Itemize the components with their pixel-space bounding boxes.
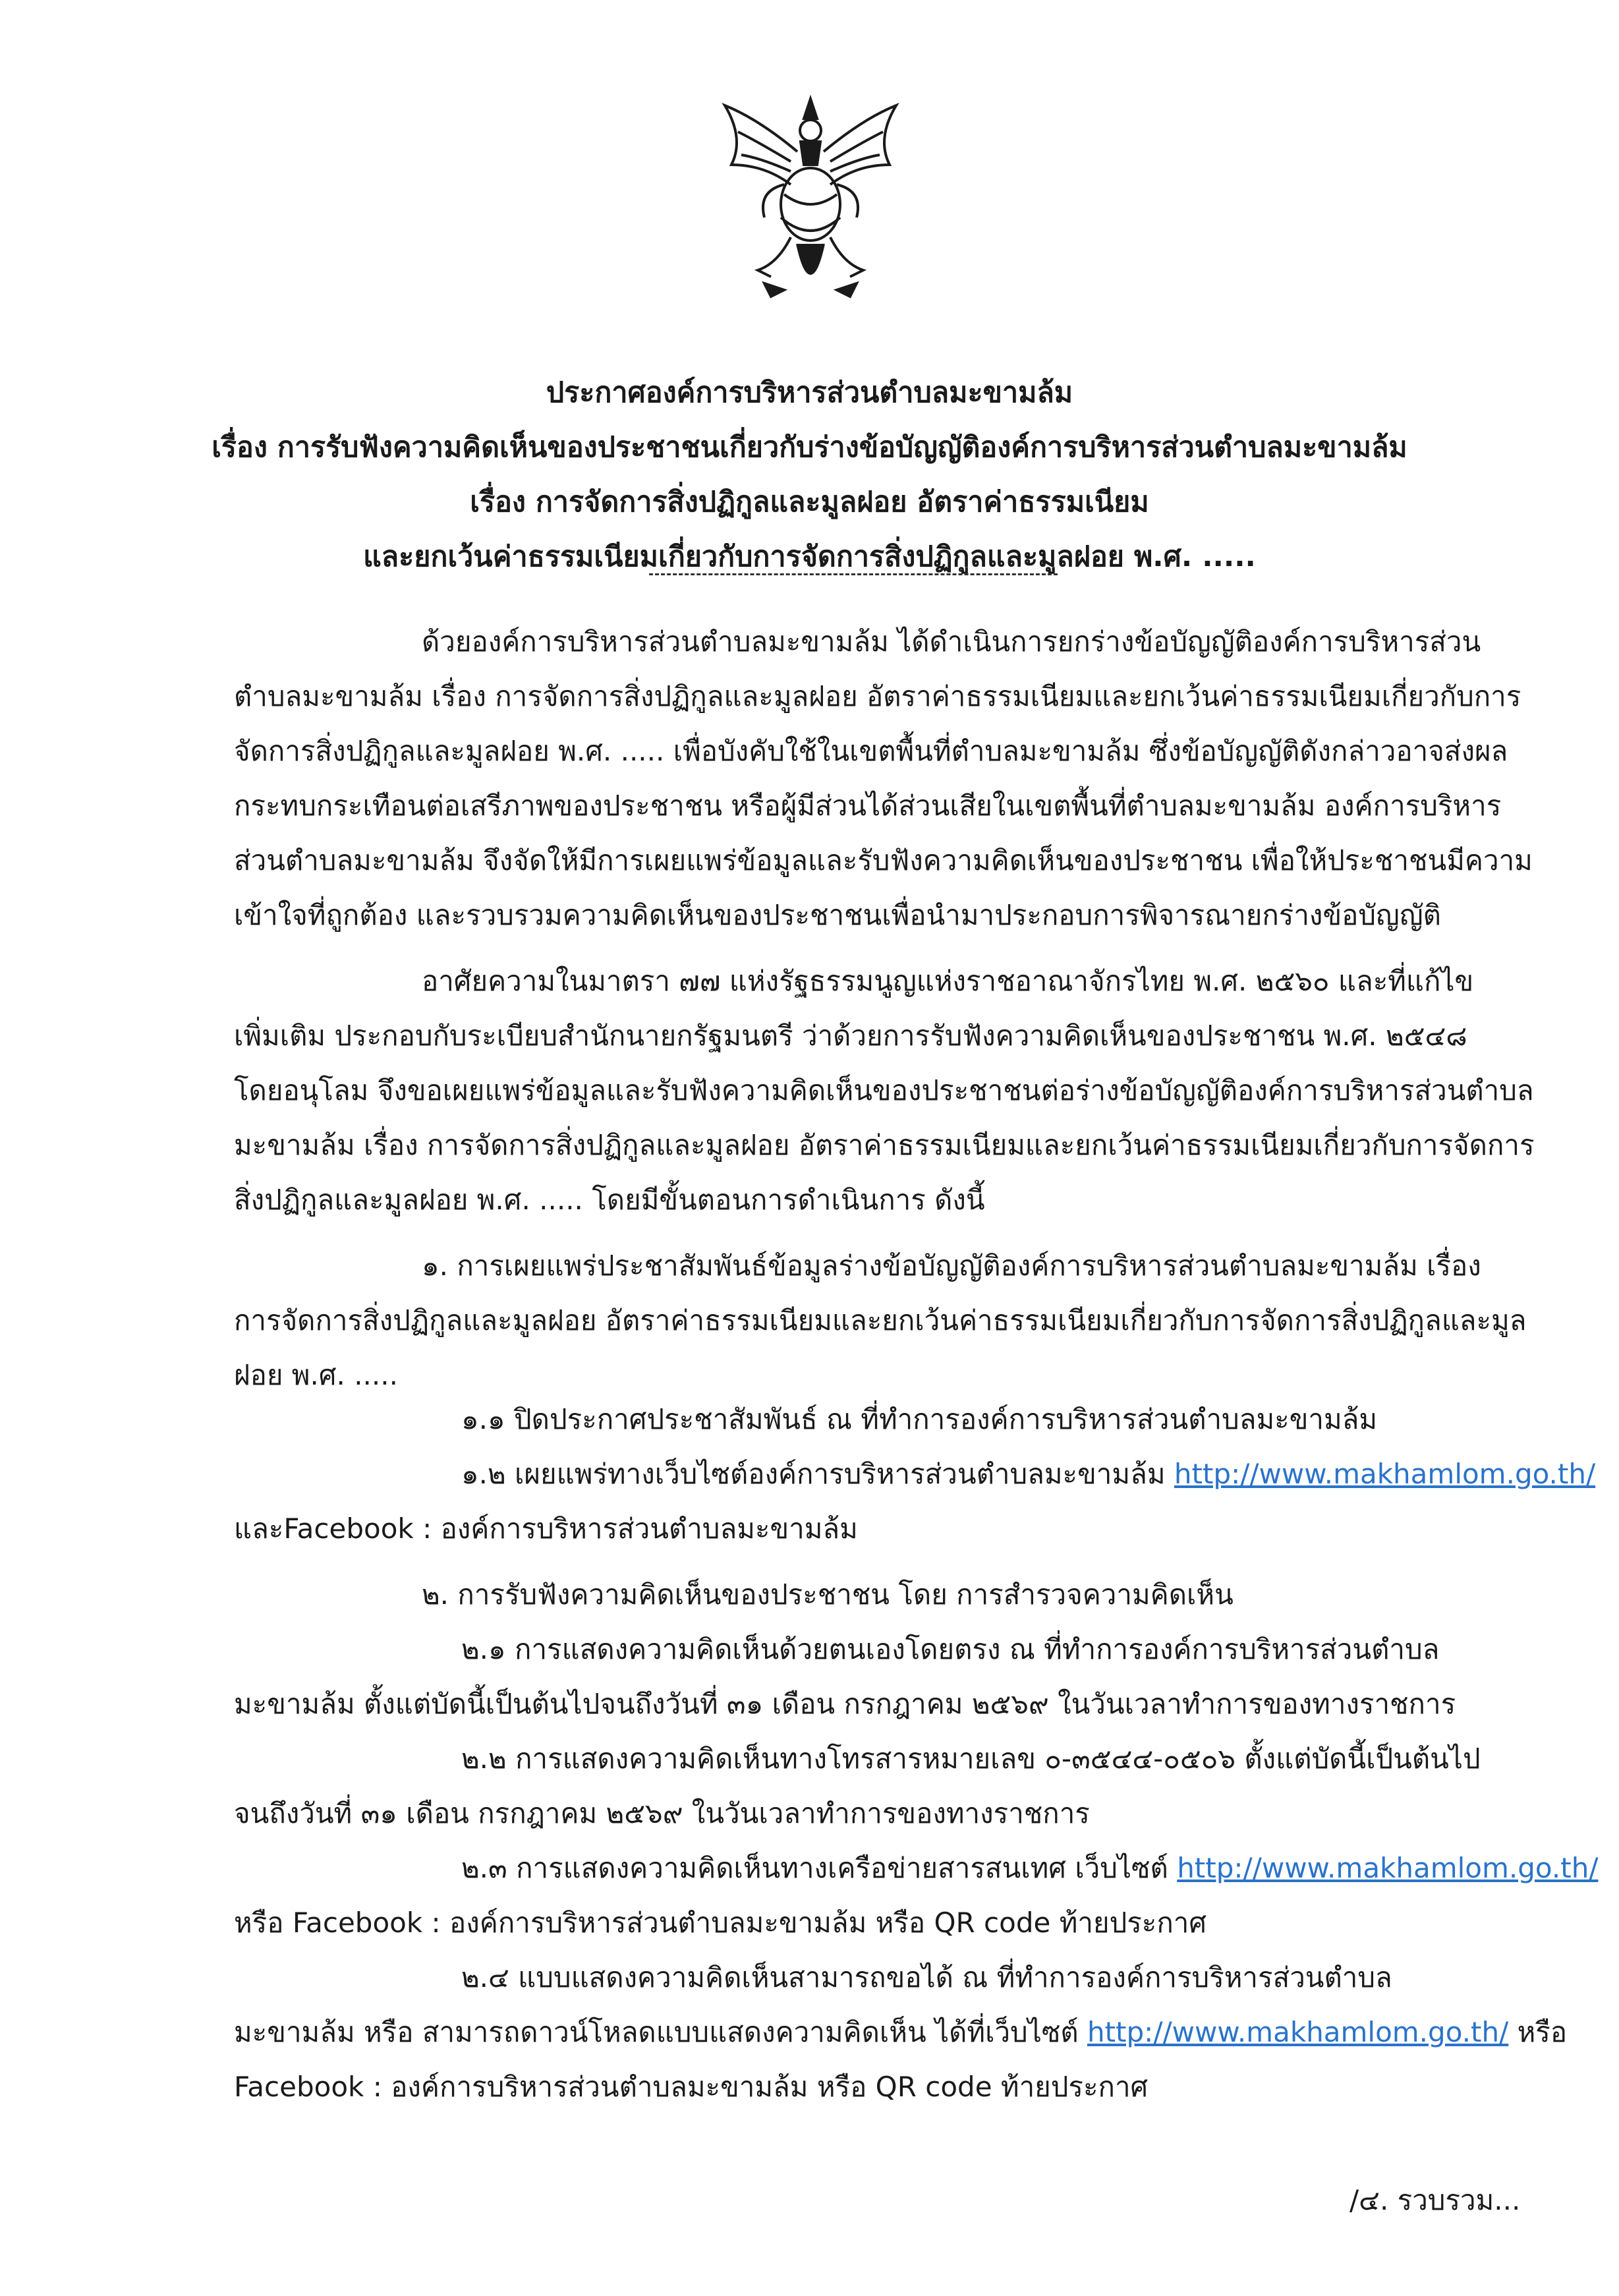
s2-1-line-2: มะขามล้ม ตั้งแต่บัดนี้เป็นต้นไปจนถึงวันที่ ๓๑ เดือน กรกฎาคม ๒๕๖๙ ในวันเวลาทำการของทางราชการ: [234, 1688, 1456, 1720]
s1-2-cont: และFacebook : องค์การบริหารส่วนตำบลมะขามล้ม: [234, 1512, 858, 1545]
website-link-1[interactable]: http://www.makhamlom.go.th/: [1174, 1458, 1596, 1490]
p2-line-4: มะขามล้ม เรื่อง การจัดการสิ่งปฏิกูลและมูลฝอย อัตราค่าธรรมเนียมและยกเว้นค่าธรรมเนียมเกี่ยวกับการจัดการ: [234, 1129, 1535, 1161]
s2-2-line-1: ๒.๒ การแสดงความคิดเห็นทางโทรสารหมายเลข ๐-๓๕๔๔-๐๕๐๖ ตั้งแต่บัดนี้เป็นต้นไป: [461, 1742, 1481, 1775]
s1-1-line: ๑.๑ ปิดประกาศประชาสัมพันธ์ ณ ที่ทำการองค์การบริหารส่วนตำบลมะขามล้ม: [461, 1403, 1378, 1435]
continued-marker: /๔. รวบรวม...: [1349, 2184, 1521, 2216]
s2-line: ๒. การรับฟังความคิดเห็นของประชาชน โดย การสำรวจความคิดเห็น: [422, 1578, 1234, 1611]
p1-line-6: เข้าใจที่ถูกต้อง และรวบรวมความคิดเห็นของประชาชนเพื่อนำมาประกอบการพิจารณายกร่างข้อบัญญัติ: [234, 899, 1441, 931]
s2-3-line-2: หรือ Facebook : องค์การบริหารส่วนตำบลมะขามล้ม หรือ QR code ท้ายประกาศ: [234, 1907, 1207, 1939]
s2-4-line-3: Facebook : องค์การบริหารส่วนตำบลมะขามล้ม หรือ QR code ท้ายประกาศ: [234, 2071, 1149, 2103]
s1-line-3: ฝอย พ.ศ. .....: [234, 1359, 398, 1391]
s2-4-line-1: ๒.๔ แบบแสดงความคิดเห็นสามารถขอได้ ณ ที่ทำการองค์การบริหารส่วนตำบล: [461, 1961, 1392, 1994]
s1-line-2: การจัดการสิ่งปฏิกูลและมูลฝอย อัตราค่าธรรมเนียมและยกเว้นค่าธรรมเนียมเกี่ยวกับการจัดการสิ่งปฏิกูลและมูล: [234, 1304, 1527, 1336]
s2-2-line-2: จนถึงวันที่ ๓๑ เดือน กรกฎาคม ๒๕๖๙ ในวันเวลาทำการของทางราชการ: [234, 1797, 1090, 1829]
website-link-3[interactable]: http://www.makhamlom.go.th/: [1087, 2016, 1509, 2048]
s2-1-line-1: ๒.๑ การแสดงความคิดเห็นด้วยตนเองโดยตรง ณ ที่ทำการองค์การบริหารส่วนตำบล: [461, 1633, 1440, 1665]
p2-line-2: เพิ่มเติม ประกอบกับระเบียบสำนักนายกรัฐมนตรี ว่าด้วยการรับฟังความคิดเห็นของประชาชน พ.ศ. ๒๕๔๘: [234, 1019, 1467, 1052]
s2-4-tail: หรือ: [1508, 2016, 1568, 2048]
title-line-2: เรื่อง การรับฟังความคิดเห็นของประชาชนเกี่ยวกับร่างข้อบัญญัติองค์การบริหารส่วนตำบลมะขามล้ม: [212, 431, 1407, 464]
p1-line-3: จัดการสิ่งปฏิกูลและมูลฝอย พ.ศ. ..... เพื่อบังคับใช้ในเขตพื้นที่ตำบลมะขามล้ม ซึ่งข้อบัญญัติดังกล่าวอาจส่งผล: [234, 735, 1508, 767]
title-line-1: ประกาศองค์การบริหารส่วนตำบลมะขามล้ม: [546, 376, 1073, 409]
p1-line-5: ส่วนตำบลมะขามล้ม จึงจัดให้มีการเผยแพร่ข้อมูลและรับฟังความคิดเห็นของประชาชน เพื่อให้ประชาชนมีความ: [234, 844, 1533, 876]
title-line-3: เรื่อง การจัดการสิ่งปฏิกูลและมูลฝอย อัตราค่าธรรมเนียม: [470, 486, 1149, 519]
p1-line-4: กระทบกระเทือนต่อเสรีภาพของประชาชน หรือผู้มีส่วนได้ส่วนเสียในเขตพื้นที่ตำบลมะขามล้ม องค์การบริหาร: [234, 789, 1502, 822]
p2-line-1: อาศัยความในมาตรา ๗๗ แห่งรัฐธรรมนูญแห่งราชอาณาจักรไทย พ.ศ. ๒๕๖๐ และที่แก้ไข: [422, 965, 1474, 997]
p2-line-3: โดยอนุโลม จึงขอเผยแพร่ข้อมูลและรับฟังความคิดเห็นของประชาชนต่อร่างข้อบัญญัติองค์การบริหารส่วนตำบล: [234, 1074, 1534, 1106]
s1-2-text: ๑.๒ เผยแพร่ทางเว็บไซต์องค์การบริหารส่วนตำบลมะขามล้ม: [461, 1458, 1174, 1490]
s2-4-text: มะขามล้ม หรือ สามารถดาวน์โหลดแบบแสดงความคิดเห็น ได้ที่เว็บไซต์: [234, 2016, 1087, 2048]
p1-line-1: ด้วยองค์การบริหารส่วนตำบลมะขามล้ม ได้ดำเนินการยกร่างข้อบัญญัติองค์การบริหารส่วน: [422, 625, 1481, 658]
s1-line-1: ๑. การเผยแพร่ประชาสัมพันธ์ข้อมูลร่างข้อบัญญัติองค์การบริหารส่วนตำบลมะขามล้ม เรื่อง: [422, 1249, 1481, 1282]
p2-line-5: สิ่งปฏิกูลและมูลฝอย พ.ศ. ..... โดยมีขั้นตอนการดำเนินการ ดังนี้: [234, 1184, 985, 1216]
s2-3-text: ๒.๓ การแสดงความคิดเห็นทางเครือข่ายสารสนเทศ เว็บไซต์: [461, 1852, 1178, 1884]
p1-line-2: ตำบลมะขามล้ม เรื่อง การจัดการสิ่งปฏิกูลและมูลฝอย อัตราค่าธรรมเนียมและยกเว้นค่าธรรมเนียมเกี่ยวกับการ: [234, 680, 1521, 712]
title-line-4: และยกเว้นค่าธรรมเนียมเกี่ยวกับการจัดการสิ่งปฏิกูลและมูลฝอย พ.ศ. .....: [363, 540, 1256, 573]
website-link-2[interactable]: http://www.makhamlom.go.th/: [1177, 1852, 1599, 1884]
